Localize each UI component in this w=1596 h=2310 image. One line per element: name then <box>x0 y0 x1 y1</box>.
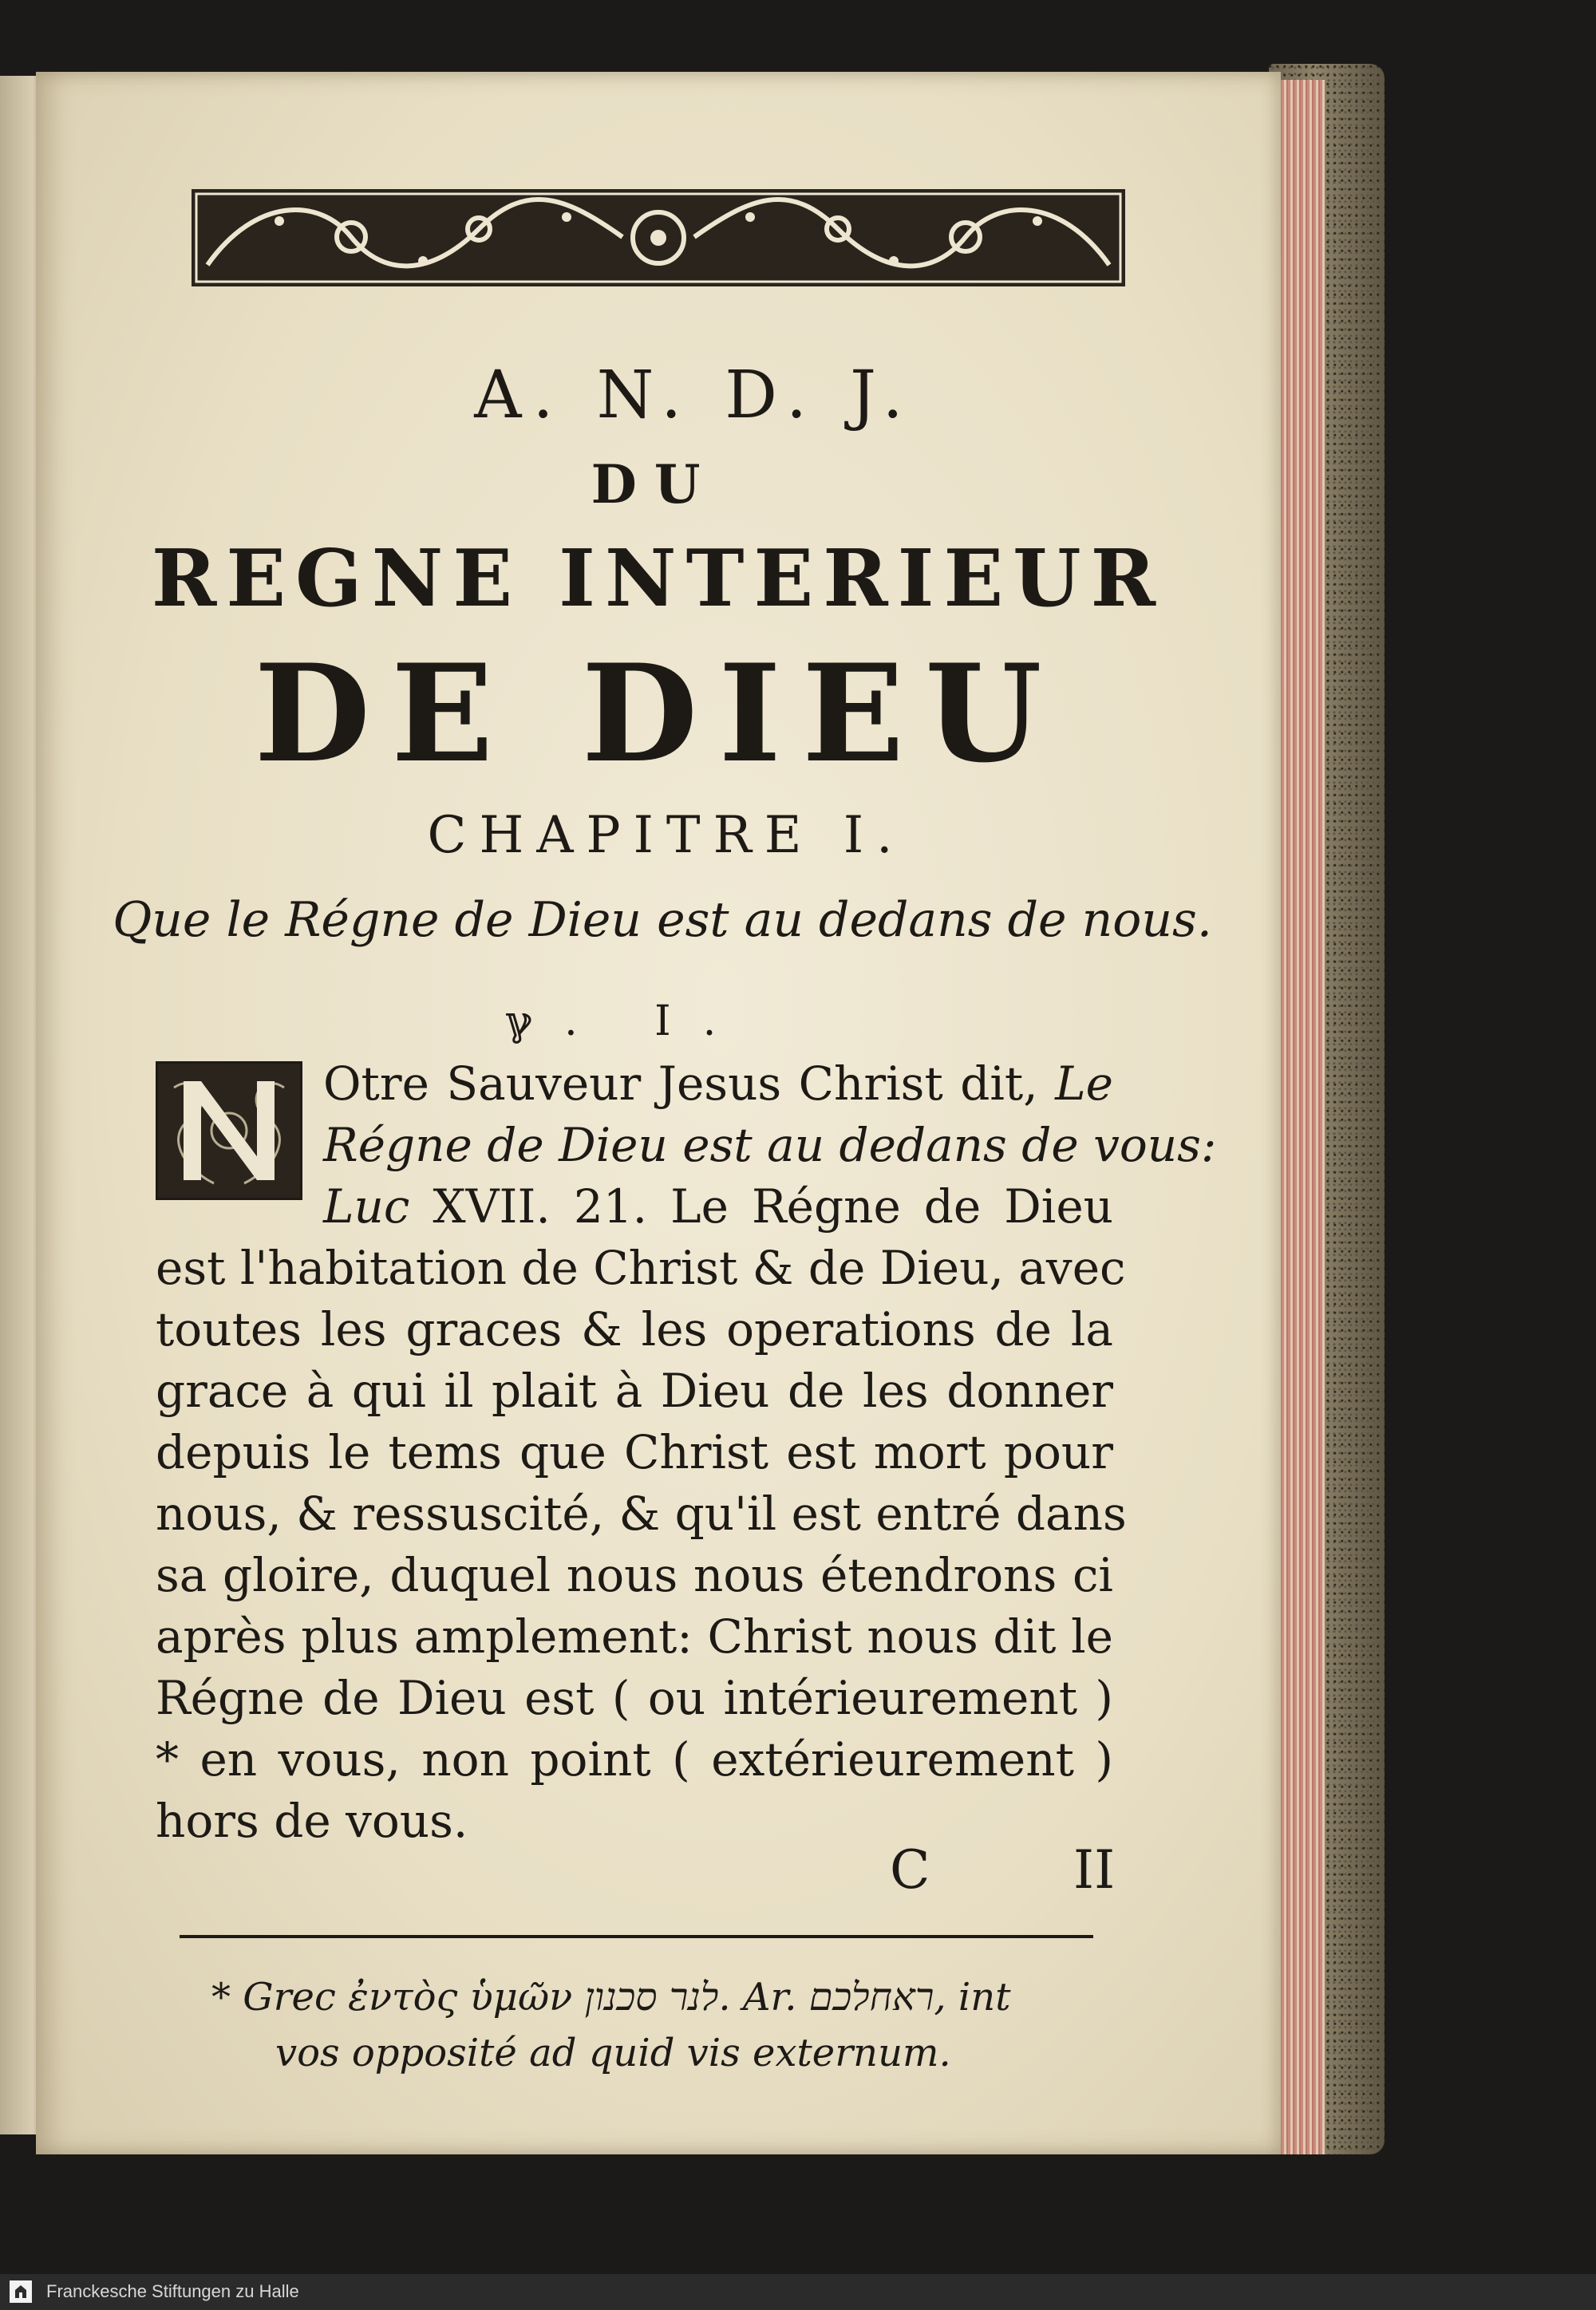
body-line: Régne de Dieu est ( ou intérieurement ) <box>156 1671 1113 1725</box>
body-line: grace à qui il plait à Dieu de les donner <box>156 1364 1113 1418</box>
footnote-line-1: * Grec ἐντὸς ὑμῶν לנר סכנון. Ar. ראחלכם, int <box>211 1975 1011 2020</box>
footer-label: Franckesche Stiftungen zu Halle <box>46 2281 299 2301</box>
heading-de-dieu: DE DIEU <box>254 634 1063 792</box>
footer-bar <box>0 2274 1596 2310</box>
heading-du: DU <box>591 453 718 515</box>
heading-regne-interieur: REGNE INTERIEUR <box>151 533 1166 625</box>
body-line: Luc XVII. 21. Le Régne de Dieu <box>323 1179 1113 1234</box>
body-paragraph <box>156 1053 1217 1852</box>
body-line: Otre Sauveur Jesus Christ dit, Le <box>323 1056 1113 1111</box>
chapter-subtitle: Que le Régne de Dieu est au dedans de nous. <box>113 892 1212 948</box>
body-line: hors de vous. <box>156 1794 468 1848</box>
footnote-rule <box>180 1935 1093 1938</box>
footnote <box>211 1969 1137 2081</box>
body-line: sa gloire, duquel nous nous étendrons ci <box>156 1548 1113 1602</box>
signature-mark: C <box>890 1839 930 1901</box>
body-line: est l'habitation de Christ & de Dieu, avec <box>156 1241 1126 1295</box>
heading-andj: A. N. D. J. <box>474 357 915 433</box>
footnote-line-2: vos opposité ad quid vis externum. <box>275 2031 951 2075</box>
chapter-title: CHAPITRE I. <box>427 806 906 865</box>
body-line: toutes les graces & les operations de la <box>156 1302 1113 1356</box>
body-line: nous, & ressuscité, & qu'il est entré dans <box>156 1487 1127 1541</box>
body-line: * en vous, non point ( extérieurement ) <box>156 1732 1113 1787</box>
body-line: Régne de Dieu est au dedans de vous: <box>323 1118 1217 1172</box>
body-line: après plus amplement: Christ nous dit le <box>156 1609 1113 1664</box>
catchword: II <box>1073 1839 1116 1901</box>
verse-number: ℽ. I. <box>504 997 749 1045</box>
headpiece-ornament <box>192 189 1125 286</box>
body-line: depuis le tems que Christ est mort pour <box>156 1425 1113 1479</box>
institution-logo-icon <box>10 2280 32 2303</box>
